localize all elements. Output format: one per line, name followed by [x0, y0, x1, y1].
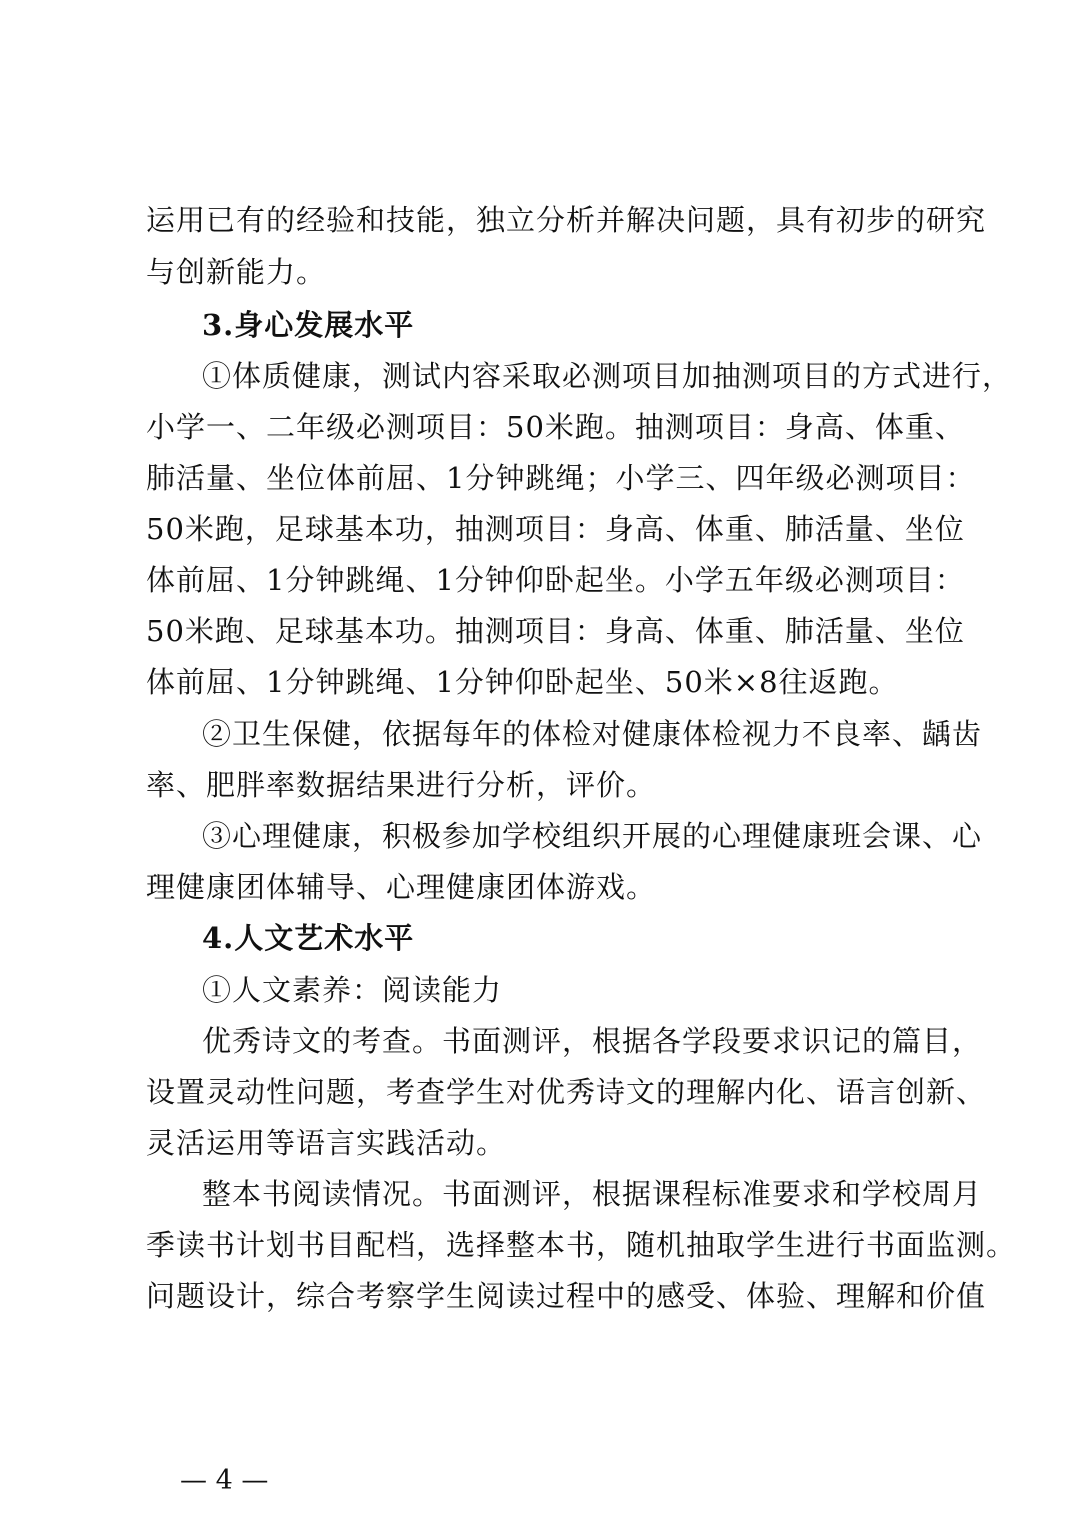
text-line: 肺活量、坐位体前屈、1分钟跳绳；小学三、四年级必测项目：	[146, 461, 976, 495]
text-line: ③心理健康，积极参加学校组织开展的心理健康班会课、心	[202, 819, 983, 853]
text-line: ①人文素养：阅读能力	[202, 973, 503, 1007]
text-line: 小学一、二年级必测项目：50米跑。抽测项目：身高、体重、	[146, 410, 965, 444]
text-line: 与创新能力。	[146, 255, 327, 289]
section-heading-3: 3.身心发展水平	[202, 308, 415, 342]
text-line: 设置灵动性问题，考查学生对优秀诗文的理解内化、语言创新、	[146, 1075, 987, 1109]
text-line: ②卫生保健，依据每年的体检对健康体检视力不良率、龋齿	[202, 717, 983, 751]
text-line: 优秀诗文的考查。书面测评，根据各学段要求识记的篇目，	[202, 1024, 983, 1058]
text-line: 运用已有的经验和技能，独立分析并解决问题，具有初步的研究	[146, 203, 987, 237]
text-line: 季读书计划书目配档，选择整本书，随机抽取学生进行书面监测。	[146, 1228, 1017, 1262]
text-line: 体前屈、1分钟跳绳、1分钟仰卧起坐、50米×8往返跑。	[146, 665, 899, 699]
text-line: 率、肥胖率数据结果进行分析，评价。	[146, 768, 657, 802]
page-number: — 4 —	[180, 1465, 269, 1496]
text-line: 灵活运用等语言实践活动。	[146, 1126, 507, 1160]
text-line: 50米跑、足球基本功。抽测项目：身高、体重、肺活量、坐位	[146, 614, 965, 648]
text-line: 50米跑，足球基本功，抽测项目：身高、体重、肺活量、坐位	[146, 512, 965, 546]
section-heading-4: 4.人文艺术水平	[202, 921, 415, 955]
text-line: 体前屈、1分钟跳绳、1分钟仰卧起坐。小学五年级必测项目：	[146, 563, 965, 597]
text-line: 理健康团体辅导、心理健康团体游戏。	[146, 870, 657, 904]
text-line: 整本书阅读情况。书面测评，根据课程标准要求和学校周月	[202, 1177, 983, 1211]
text-line: 问题设计，综合考察学生阅读过程中的感受、体验、理解和价值	[146, 1279, 987, 1313]
text-line: ①体质健康，测试内容采取必测项目加抽测项目的方式进行，	[202, 359, 1013, 393]
